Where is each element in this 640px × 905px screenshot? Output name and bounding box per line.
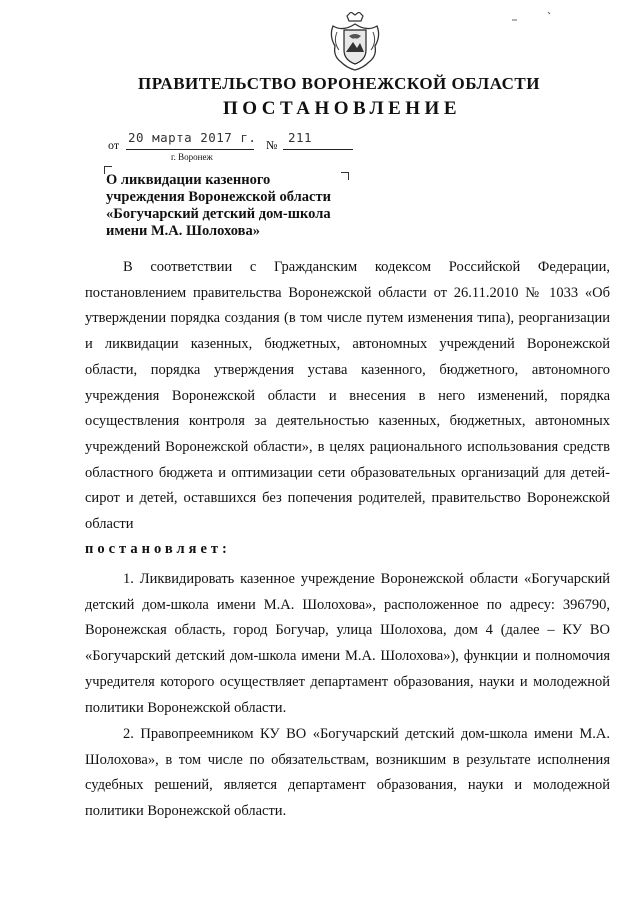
- clause-2: 2. Правопреемником КУ ВО «Богучарский детский дом-школа имени М.А. Шолохова», в том числе по обязательствам, возникшим в результате исполнения судебных решений, является департамент образования, науки и молодежной политики Воронежской области.: [85, 726, 610, 820]
- organization-name: ПРАВИТЕЛЬСТВО ВОРОНЕЖСКОЙ ОБЛАСТИ: [137, 74, 540, 93]
- preamble-paragraph: В соответствии с Гражданским кодексом Российской Федерации, постановлением правительства Воронежской области от 26.11.2010 № 1033 «Об утверждении порядка создания (в том числе путем изменения типа), реорганизации и ликвидации казенных, бюджетных, автономных учреждений Воронежской области, порядка утверждения устава казенного, бюджетного, автономного учреждения Воронежской области и внесения в него изменений, порядка осуществления контроля за деятельностью казенных, бюджетных, автономных учреждений Воронежской области», в целях рационального использования средств областного бюджета и оптимизации сети образовательных организаций для детей-сирот и детей, оставшихся без попечения родителей, правительство Воронежской области: [85, 259, 610, 533]
- number-prefix: №: [266, 138, 278, 152]
- date-value: 20 марта 2017 г.: [128, 130, 257, 145]
- clause-1: 1. Ликвидировать казенное учреждение Воронежской области «Богучарский детский дом-школа имени М.А. Шолохова», расположенное по адресу: 396790, Воронежская область, город Богучар, улица Шолохова, дом 4 (далее – КУ ВО «Богучарский детский дом-школа имени М.А. Шолохова»), функции и полномочия учредителя которого осуществляет департамент образования, науки и молодежной политики Воронежской области.: [85, 571, 610, 716]
- voronezh-coat-of-arms-icon: [327, 12, 383, 72]
- resolves-heading: постановляет:: [85, 541, 231, 557]
- number-value: 211: [288, 130, 313, 145]
- city-label: г. Воронеж: [171, 152, 213, 162]
- scan-marks: [510, 8, 570, 22]
- date-underline: [126, 149, 254, 150]
- document-type: ПОСТАНОВЛЕНИЕ: [222, 98, 462, 119]
- document-subject: О ликвидации казенного учреждения Воронежской области «Богучарский детский дом-школа имени М.А. Шолохова»: [106, 172, 331, 239]
- number-underline: [283, 149, 353, 150]
- registration-row: [108, 130, 368, 152]
- date-prefix: от: [108, 138, 120, 152]
